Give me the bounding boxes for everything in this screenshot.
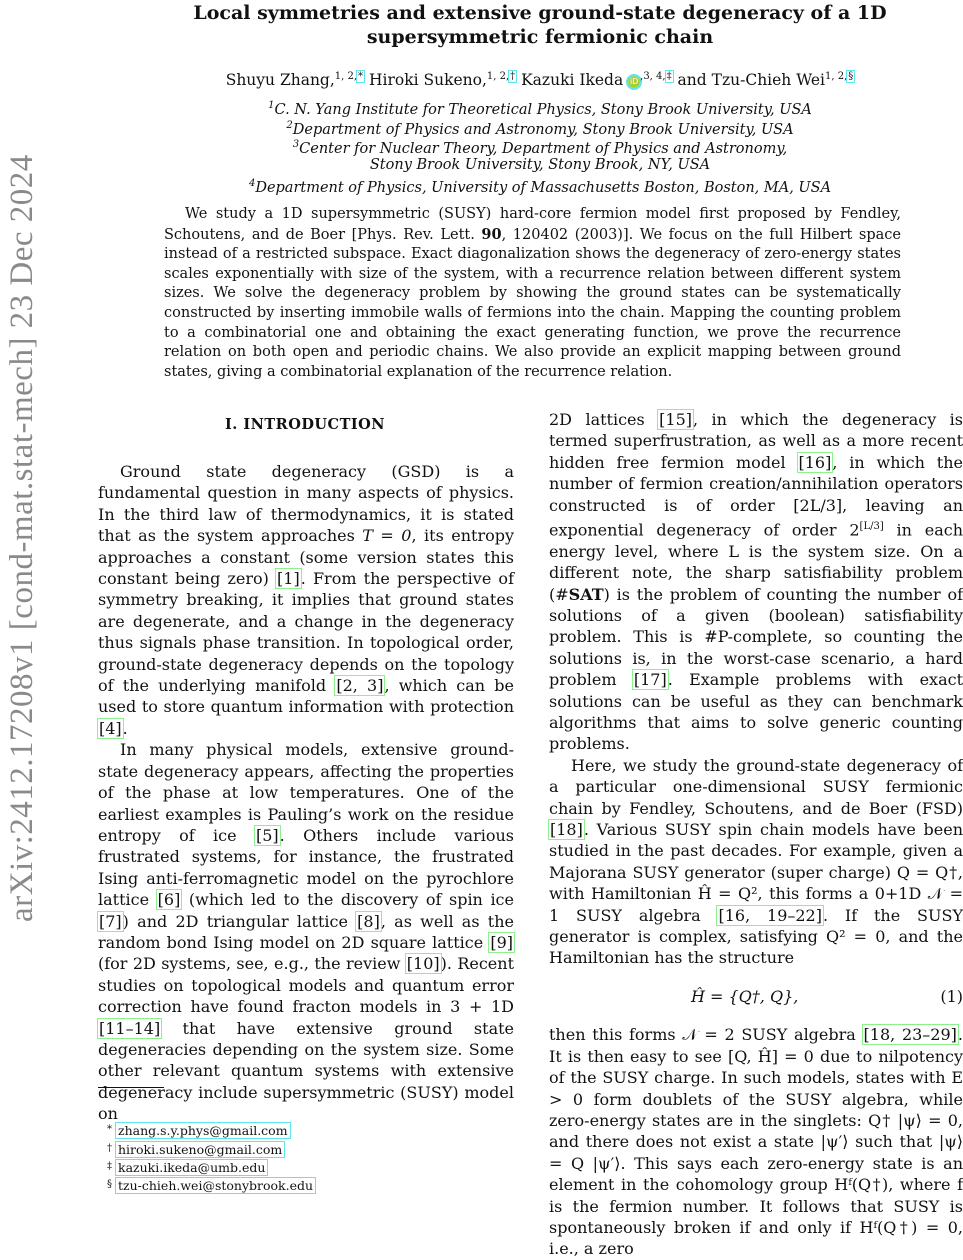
footnote: § tzu-chieh.wei@stonybrook.edu — [107, 1178, 314, 1193]
citation-link[interactable]: [4] — [99, 718, 122, 738]
author-footnote-link[interactable]: ‡ — [666, 71, 672, 82]
citation-link[interactable]: [6] — [157, 890, 181, 910]
citation-link[interactable]: [16] — [798, 452, 832, 472]
citation-link[interactable]: [5] — [255, 825, 279, 845]
affiliation — [120, 155, 960, 175]
abstract-text: , 120402 (2003)]. We focus on the full Hilbert space instead of a restricted subspace. Exact diagonalization shows the degeneracy of zero-energy states scales exponentially with size of the system, with a recurrence relation between different system sizes. We solve the degeneracy problem by showing the ground states can be systematically constructed by inserting immobile walls of fermions into the chain. Mapping the counting problem to a combinatorial one and obtaining the exact generating function, we prove the recurrence relation on both open and periodic chains. We also provide an explicit mapping between ground states, giving a combinatorial explanation of the recurrence relation. — [164, 226, 902, 380]
citation-link[interactable]: [15] — [659, 410, 693, 429]
affiliation-number: 1 — [268, 100, 275, 111]
footnote-rule — [98, 1087, 164, 1088]
orcid-icon[interactable]: iD — [629, 77, 639, 87]
citation-link[interactable]: [2, 3] — [336, 676, 384, 696]
citation-link[interactable]: [18] — [550, 820, 583, 840]
author-name: and Tzu-Chieh Wei — [677, 71, 826, 90]
right-column — [549, 409, 963, 1260]
affiliation-number: 2 — [286, 120, 293, 131]
citation-link[interactable]: [7] — [99, 911, 122, 931]
author-affiliation-sup: 1, 2, — [334, 71, 358, 82]
affiliation — [120, 174, 960, 198]
citation-link[interactable]: [18, 23–29] — [863, 1025, 957, 1045]
email-link[interactable]: zhang.s.y.phys@gmail.com — [118, 1123, 288, 1138]
footnote: † hiroki.sukeno@gmail.com — [107, 1142, 283, 1157]
paper-title-line-2: supersymmetric fermionic chain — [366, 26, 714, 48]
citation-link[interactable]: [1] — [277, 569, 300, 589]
author-footnote-link[interactable]: † — [510, 71, 516, 82]
paragraph: Ground state degeneracy (GSD) is a fundamental question in many aspects of physics. In the third law of thermodynamics, it is stated that as the system approaches T = 0, its entropy approaches a constant (some version states this constant being zero) [1]. From the perspective of symmetry breaking, it implies that ground states are degenerate, and a change in the degeneracy thus signals phase transition. In topological order, ground-state degeneracy depends on the topology of the underlying manifold [2, 3], which can be used to store quantum information with protection [4]. — [98, 462, 515, 738]
equation-number: (1) — [940, 986, 963, 1006]
author-footnote-link[interactable]: * — [358, 71, 364, 82]
citation-link[interactable]: [16, 19–22] — [718, 905, 822, 925]
affiliation-text: Department of Physics, University of Massachusetts Boston, Boston, MA, USA — [255, 179, 832, 196]
email-link[interactable]: hiroki.sukeno@gmail.com — [118, 1142, 283, 1157]
footnote: * zhang.s.y.phys@gmail.com — [107, 1123, 288, 1138]
email-link[interactable]: kazuki.ikeda@umb.edu — [118, 1160, 266, 1175]
affiliation-text: C. N. Yang Institute for Theoretical Physics, Stony Brook University, USA — [274, 101, 812, 118]
author-name: Kazuki Ikeda — [521, 71, 624, 90]
affiliation-text: Stony Brook University, Stony Brook, NY, USA — [369, 157, 711, 173]
author-affiliation-sup: 1, 2, — [486, 71, 510, 82]
author-affiliation-sup: ,3, 4, — [640, 71, 666, 82]
paragraph: Here, we study the ground-state degeneracy of a particular one-dimensional SUSY fermionic chain by Fendley, Schoutens, and de Boer (FSD) [18]. Various SUSY spin chain models have been studied in the past decades. For example, given a Majorana SUSY generator (super charge) Q = Q†, with Hamiltonian Ĥ = Q², this forms a 0+1D 𝒩 = 1 SUSY algebra [16, 19–22]. If the SUSY generator is complex, satisfying Q² = 0, and the Hamiltonian has the structure — [549, 755, 963, 968]
abstract-text: We study a 1D supersymmetric (SUSY) hard-core fermion model first proposed by Fendley, Schoutens, and de Boer [Phys. Rev. Lett. — [164, 206, 901, 243]
paper-title-line-1: Local symmetries and extensive ground-state degeneracy of a 1D — [193, 2, 887, 24]
citation-link[interactable]: [10] — [406, 954, 440, 974]
left-column — [98, 461, 514, 1125]
equation-1 — [549, 986, 963, 1007]
citation-link[interactable]: [8] — [357, 911, 380, 931]
author-name: Hiroki Sukeno, — [368, 71, 487, 90]
equation-body: Ĥ = {Q†, Q}, — [690, 986, 799, 1006]
abstract-volume: 90 — [481, 225, 502, 243]
citation-link[interactable]: [11–14] — [99, 1018, 161, 1038]
paragraph: In many physical models, extensive ground-state degeneracy appears, affecting the properties of the phase at low temperatures. One of the earliest examples is Pauling’s work on the residue entropy of ice [5]. Others include various frustrated systems, for instance, the frustrated Ising anti-ferromagnetic model on the pyrochlore lattice [6] (which led to the discovery of spin ice [7]) and 2D triangular lattice [8], as well as the random bond Ising model on 2D square lattice [9] (for 2D systems, see, e.g., the review [10]). Recent studies on topological models and quantum error correction have found fracton models in 3 + 1D [11–14] that have extensive ground state degeneracies depending on the system size. Some other relevant quantum systems with extensive degeneracy include supersymmetric (SUSY) model on — [98, 740, 515, 1124]
author-list — [140, 71, 940, 89]
affiliation-number: 4 — [248, 178, 256, 189]
email-link[interactable]: tzu-chieh.wei@stonybrook.edu — [118, 1178, 314, 1193]
citation-link[interactable]: [9] — [490, 932, 513, 952]
arxiv-identifier-sidebar: arXiv:2412.17208v1 [cond-mat.stat-mech] 23 Dec 2024 — [4, 154, 40, 922]
abstract — [164, 205, 901, 382]
author-footnote-link[interactable]: § — [848, 71, 854, 82]
citation-link[interactable]: [17] — [633, 670, 667, 690]
affiliation-number: 3 — [292, 139, 300, 150]
footnote: ‡ kazuki.ikeda@umb.edu — [107, 1160, 266, 1175]
section-heading: I. INTRODUCTION — [224, 416, 386, 433]
affiliation-text: Department of Physics and Astronomy, Stony Brook University, USA — [292, 121, 794, 138]
affiliation-text: Center for Nuclear Theory, Department of Physics and Astronomy, — [299, 140, 788, 157]
paragraph: then this forms 𝒩 = 2 SUSY algebra [18, 23–29]. It is then easy to see [Q, Ĥ] = 0 due to nilpotency of the SUSY charge. In such models, states with E > 0 form doublets of the SUSY algebra, while zero-energy states are in the singlets: Q† |ψ⟩ = 0, and there does not exist a state |ψ′⟩ such that |ψ⟩ = Q |ψ′⟩. This says each zero-energy state is an element in the cohomology group Hᶠ(Q†), where f is the fermion number. It follows that SUSY is spontaneously broken if and only if Hᶠ(Q†) = 0, i.e., a zero — [549, 1025, 963, 1259]
author-name: Shuyu Zhang, — [225, 71, 335, 90]
paragraph: 2D lattices [15], in which the degeneracy is termed superfrustration, as well as a more recent hidden free fermion model [16], in which the number of fermion creation/annihilation operators constructed is of order [2L/3], leaving an exponential degeneracy of order 2[L/3] in each energy level, where L is the system size. On a different note, the sharp satisfiability problem (#SAT) is the problem of counting the number of solutions of a given (boolean) satisfiability problem. This is #P-complete, so counting the solutions is, in the worst-case scenario, a hard problem [17]. Example problems with exact solutions can be useful as they can benchmark algorithms that aims to solve generic counting problems. — [549, 410, 963, 754]
author-affiliation-sup: 1, 2, — [825, 71, 848, 82]
